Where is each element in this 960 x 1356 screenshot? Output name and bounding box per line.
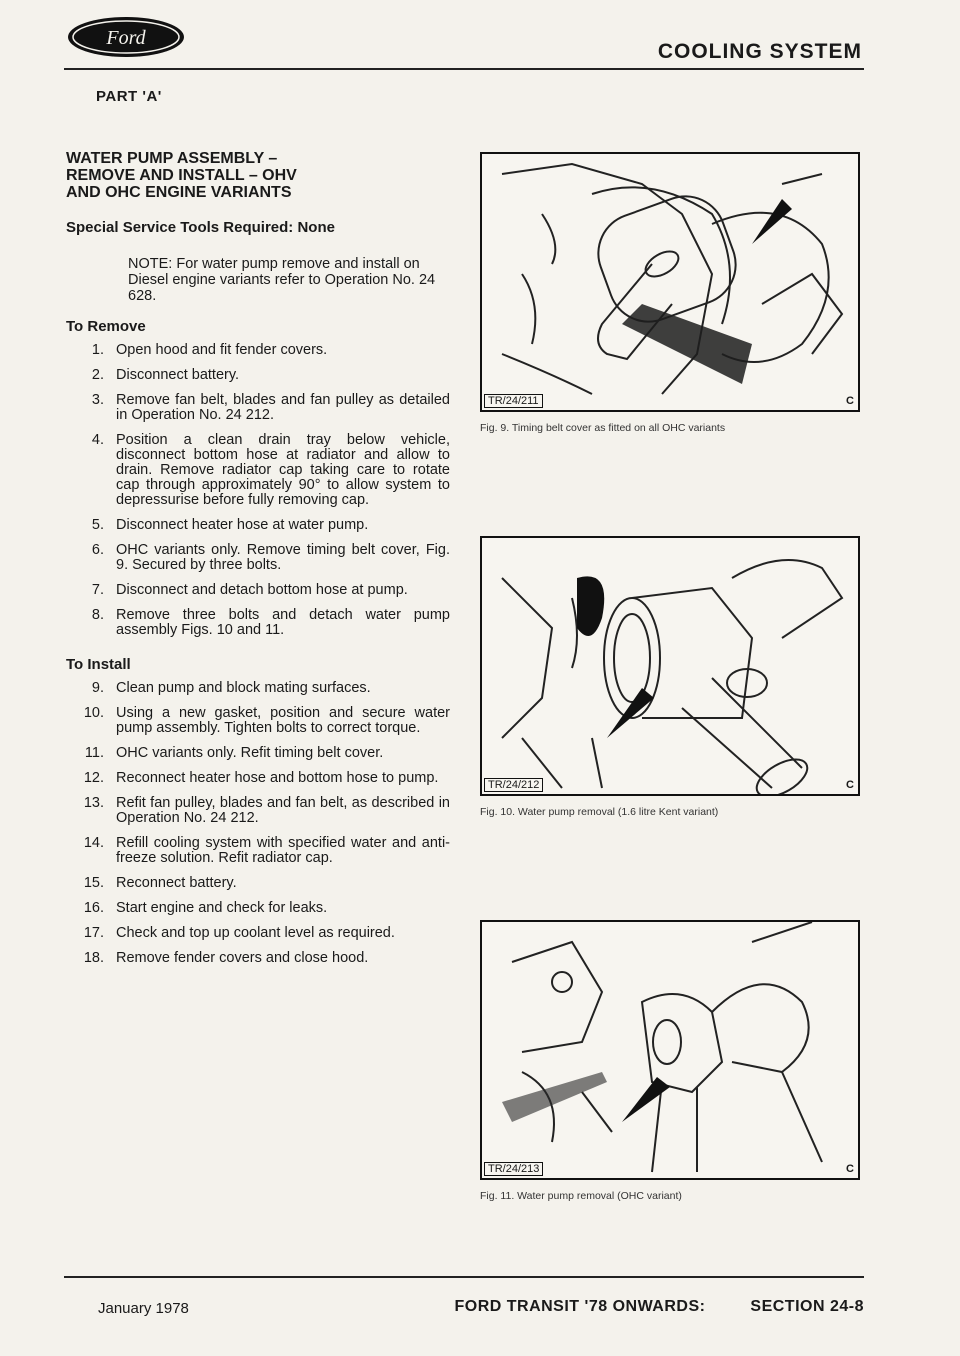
- step-number: 15.: [83, 875, 104, 891]
- step-text: Reconnect heater hose and bottom hose to pump.: [116, 770, 439, 786]
- figure-9: [480, 152, 860, 434]
- step-item: [66, 343, 450, 358]
- step-number: 11.: [84, 745, 104, 761]
- water-pump-kent-drawing: [482, 538, 858, 794]
- step-text: Refit fan pulley, blades and fan belt, as described in Operation No. 24 212.: [116, 795, 450, 826]
- figure-11-illustration: [480, 920, 860, 1180]
- step-item: [66, 583, 450, 598]
- publication-title: FORD TRANSIT '78 ONWARDS:: [454, 1298, 706, 1315]
- step-number: 7.: [91, 582, 104, 598]
- step-text: Disconnect battery.: [116, 367, 240, 383]
- step-item: [66, 681, 450, 696]
- step-text: Open hood and fit fender covers.: [116, 342, 328, 358]
- figure-11: [480, 920, 860, 1202]
- section-title-line-2: REMOVE AND INSTALL – OHV: [66, 167, 297, 184]
- figure-mark: C: [846, 1163, 854, 1175]
- step-number: 4.: [91, 432, 104, 448]
- step-text: OHC variants only. Remove timing belt cover, Fig. 9. Secured by three bolts.: [116, 542, 450, 573]
- step-number: 5.: [91, 517, 104, 533]
- figure-10-illustration: [480, 536, 860, 796]
- step-text: Remove fender covers and close hood.: [116, 950, 369, 966]
- step-item: [66, 608, 450, 638]
- note: NOTE: For water pump remove and install on Diesel engine variants refer to Operation No. 24 628.: [128, 256, 436, 304]
- figure-ref: TR/24/212: [484, 778, 543, 792]
- step-number: 16.: [83, 900, 104, 916]
- step-item: [66, 901, 450, 916]
- section-title-line-3: AND OHC ENGINE VARIANTS: [66, 184, 292, 201]
- step-item: [66, 746, 450, 761]
- step-number: 1.: [91, 342, 104, 358]
- step-number: 6.: [91, 542, 104, 558]
- part-label: PART 'A': [96, 88, 162, 105]
- page-title: COOLING SYSTEM: [657, 40, 862, 63]
- step-text: Remove fan belt, blades and fan pulley as detailed in Operation No. 24 212.: [116, 392, 450, 423]
- step-item: [66, 796, 450, 826]
- ford-logo: [66, 15, 186, 59]
- section-number: SECTION 24-8: [750, 1298, 864, 1315]
- tools-required: Special Service Tools Required: None: [66, 219, 335, 236]
- step-text: Refill cooling system with specified water and anti-freeze solution. Refit radiator cap.: [116, 835, 450, 866]
- step-item: [66, 771, 450, 786]
- step-text: Reconnect battery.: [116, 875, 237, 891]
- step-item: [66, 433, 450, 508]
- step-number: 17.: [83, 925, 104, 941]
- step-number: 2.: [91, 367, 104, 383]
- step-number: 14.: [83, 835, 104, 851]
- footer-date: January 1978: [98, 1300, 189, 1317]
- step-text: Start engine and check for leaks.: [116, 900, 328, 916]
- step-number: 9.: [91, 680, 104, 696]
- step-item: [66, 926, 450, 941]
- instructions-column: [66, 150, 450, 976]
- figure-9-illustration: [480, 152, 860, 412]
- logo-text: Ford: [106, 27, 146, 49]
- step-item: [66, 706, 450, 736]
- figure-ref: TR/24/213: [484, 1162, 543, 1176]
- step-item: [66, 393, 450, 423]
- step-number: 12.: [83, 770, 104, 786]
- footer-rule: [64, 1276, 864, 1278]
- water-pump-ohc-drawing: [482, 922, 858, 1178]
- step-item: [66, 543, 450, 573]
- step-item: [66, 368, 450, 383]
- figure-caption: Fig. 9. Timing belt cover as fitted on all OHC variants: [480, 422, 726, 434]
- step-number: 13.: [83, 795, 104, 811]
- step-text: Clean pump and block mating surfaces.: [116, 680, 371, 696]
- figure-mark: C: [846, 779, 854, 791]
- step-text: Disconnect and detach bottom hose at pump.: [116, 582, 408, 598]
- step-item: [66, 518, 450, 533]
- footer-publication: [454, 1298, 864, 1316]
- figure-caption: Fig. 11. Water pump removal (OHC variant): [480, 1190, 682, 1202]
- step-text: Disconnect heater hose at water pump.: [116, 517, 369, 533]
- step-text: Check and top up coolant level as required.: [116, 925, 395, 941]
- figure-mark: C: [846, 395, 854, 407]
- remove-heading: To Remove: [66, 318, 146, 335]
- step-number: 8.: [91, 607, 104, 623]
- timing-belt-cover-drawing: [482, 154, 858, 410]
- step-text: Using a new gasket, position and secure water pump assembly. Tighten bolts to correct torque.: [116, 705, 450, 736]
- section-title: [66, 150, 450, 201]
- install-steps: [66, 681, 450, 966]
- step-text: Position a clean drain tray below vehicle, disconnect bottom hose at radiator and allow to drain. Remove radiator cap taking care to rotate cap through approximately 90° to allow system to depressurise before fully removing cap.: [116, 432, 450, 508]
- step-number: 3.: [91, 392, 104, 408]
- step-text: Remove three bolts and detach water pump assembly Figs. 10 and 11.: [116, 607, 450, 638]
- step-number: 10.: [83, 705, 104, 721]
- step-item: [66, 836, 450, 866]
- figure-10: [480, 536, 860, 818]
- install-heading: To Install: [66, 656, 131, 673]
- header-rule: [64, 68, 864, 70]
- step-number: 18.: [83, 950, 104, 966]
- figure-caption: Fig. 10. Water pump removal (1.6 litre Kent variant): [480, 806, 719, 818]
- step-text: OHC variants only. Refit timing belt cover.: [116, 745, 384, 761]
- figure-ref: TR/24/211: [484, 394, 543, 408]
- step-item: [66, 951, 450, 966]
- section-title-line-1: WATER PUMP ASSEMBLY –: [66, 150, 278, 167]
- step-item: [66, 876, 450, 891]
- remove-steps: [66, 343, 450, 638]
